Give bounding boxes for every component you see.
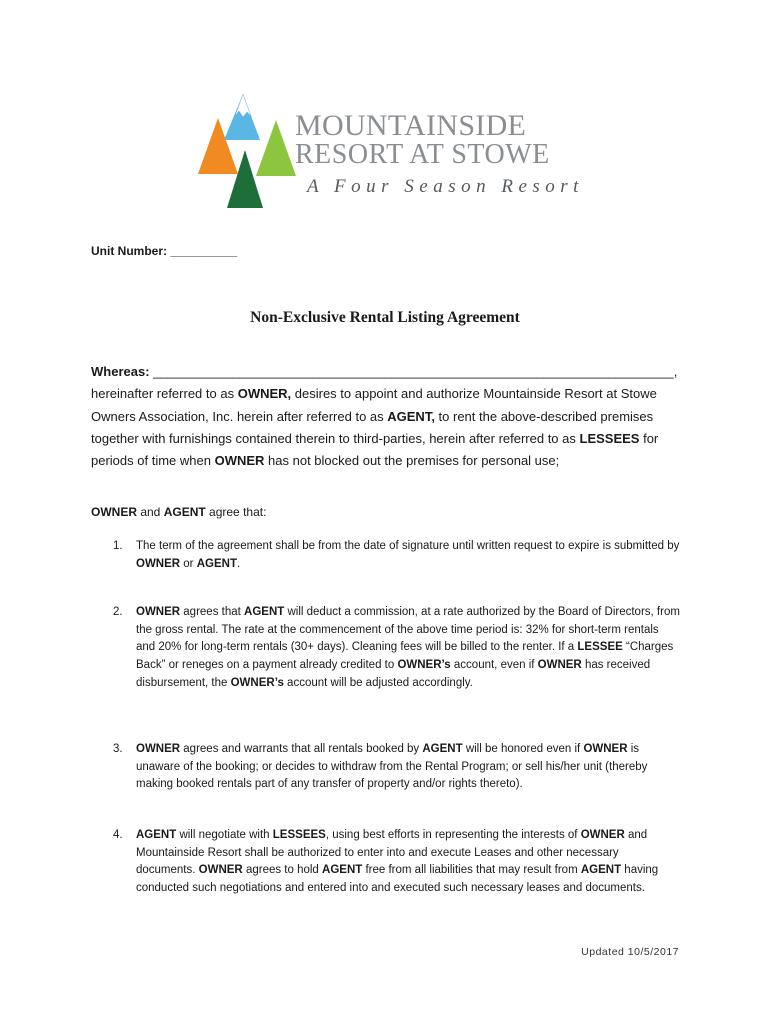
clause-run: or (180, 557, 197, 570)
clause-run: free from all liabilities that may result from (362, 864, 581, 877)
defined-term: OWNER (136, 557, 181, 570)
defined-term: AGENT (580, 864, 622, 877)
whereas-text: to rent the above-described premises together with furnishings contained therein to third-parties, herein after referred to as (91, 408, 654, 446)
clause-run: . (236, 557, 241, 570)
logo-line-1: MOUNTAINSIDE (295, 109, 527, 142)
owner-term: OWNER (214, 453, 265, 469)
clause-run: has received disbursement, the (136, 659, 651, 689)
clause-run: agrees and warrants that all rentals booked by (180, 743, 423, 755)
defined-term: AGENT (322, 864, 363, 877)
unit-number-blank: __________ (170, 244, 238, 258)
clause-number: 1. (113, 540, 123, 552)
defined-term: AGENT (136, 829, 177, 841)
clause-text (136, 604, 681, 693)
clause-run: and Mountainside Resort shall be authorized to enter into and execute Leases and other necessary documents. (136, 829, 648, 877)
resort-logo (198, 88, 584, 212)
clause-run: The term of the agreement shall be from the date of signature until written request to expire is submitted by (136, 540, 680, 552)
owner-term: OWNER, (237, 386, 292, 402)
clause-run: account will be adjusted accordingly. (283, 676, 473, 689)
lessees-term: LESSEES (579, 430, 640, 446)
mountain-trees-icon (198, 88, 298, 212)
clause-number: 4. (113, 829, 123, 841)
whereas-text: desires to appoint and authorize Mountainside Resort at Stowe Owners Association, Inc. herein after referred to as (91, 386, 657, 424)
clause-number: 2. (113, 606, 123, 618)
whereas-text: for periods of time when (91, 430, 659, 469)
clause-text (136, 827, 681, 898)
whereas-text: hereinafter referred to as (91, 386, 238, 402)
clause-run: will be honored even if (462, 743, 584, 755)
agent-term: AGENT (163, 505, 206, 519)
defined-term: OWNER (136, 743, 181, 755)
agree-text: and (137, 505, 164, 519)
clause-run: “Charges Back” or reneges on a payment already credited to (136, 641, 674, 672)
clause-run: is unaware of the booking; or decides to withdraw from the Rental Program; or sell his/her unit (thereby making booked rentals part of any transfer of property and/or rights thereto). (136, 743, 648, 791)
defined-term: AGENT (244, 606, 285, 618)
defined-term: OWNER (198, 864, 243, 877)
unit-number-label: Unit Number: (91, 244, 167, 258)
logo-line-2: RESORT AT STOWE (295, 139, 550, 170)
defined-term: OWNER (583, 743, 628, 755)
agent-term: AGENT, (387, 408, 435, 424)
clause-text (136, 538, 681, 573)
document-title: Non-Exclusive Rental Listing Agreement (250, 309, 520, 326)
logo-tagline: A Four Season Resort (307, 176, 584, 197)
defined-term: OWNER (136, 606, 181, 618)
defined-term: OWNER (537, 659, 582, 672)
agree-line (91, 505, 266, 519)
agree-text: agree that: (205, 505, 267, 519)
clause-run: agrees to hold (242, 864, 323, 877)
whereas-paragraph (91, 361, 691, 472)
defined-term: LESSEES (272, 829, 326, 841)
whereas-text: has not blocked out the premises for personal use; (264, 453, 560, 469)
owner-term: OWNER (91, 505, 137, 519)
defined-term: OWNER’s (397, 659, 451, 672)
clause-number: 3. (113, 743, 123, 755)
unit-number-field (91, 244, 237, 258)
defined-term: AGENT (422, 743, 463, 755)
clause-run: will deduct a commission, at a rate authorized by the Board of Directors, from the gross rental. The rate at the commencement of the above time period is: 32% for short-term rentals and 20% for long-term rentals (30+ days). Cleaning fees will be billed to the renter. If a (136, 606, 680, 654)
clause-run: agrees that (180, 606, 245, 618)
whereas-blank: ________________________________________________________________________, (153, 364, 678, 379)
defined-term: AGENT (196, 557, 237, 570)
clause-run: account, even if (450, 659, 538, 672)
updated-date: Updated 10/5/2017 (581, 946, 679, 958)
defined-term: OWNER (580, 829, 625, 841)
clause-run: , using best efforts in representing the interests of (325, 829, 581, 841)
clause-text (136, 741, 681, 794)
green-tree (256, 120, 296, 176)
clause-run: having conducted such negotiations and entered into and executed such necessary leases and documents. (136, 864, 659, 895)
defined-term: OWNER’s (230, 676, 284, 689)
clause-run: will negotiate with (176, 829, 273, 841)
whereas-label: Whereas: (91, 364, 150, 379)
defined-term: LESSEE (577, 641, 623, 654)
